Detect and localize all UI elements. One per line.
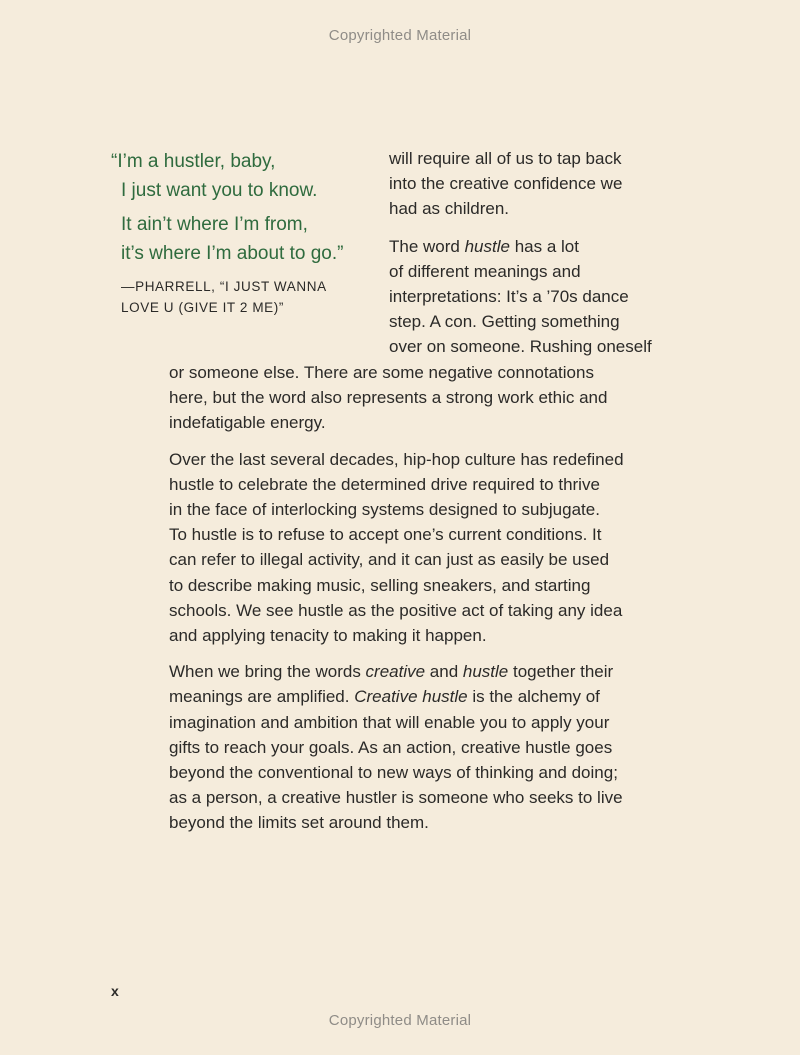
text-line xyxy=(169,659,624,684)
text-line: beyond the limits set around them. xyxy=(169,813,429,833)
text-line: interpretations: It’s a ’70s dance xyxy=(389,287,629,307)
copyright-footer: Copyrighted Material xyxy=(328,1012,472,1029)
text-line: can refer to illegal activity, and it can just as easily be used xyxy=(169,550,610,570)
main-body-text xyxy=(169,360,624,836)
text-line: into the creative confidence we xyxy=(389,174,623,194)
text-run: meanings are amplified. xyxy=(169,687,355,707)
text-line: of different meanings and xyxy=(389,261,581,281)
text-line: in the face of interlocking systems designed to subjugate. xyxy=(169,500,600,520)
text-line: schools. We see hustle as the positive act of taking any idea xyxy=(169,600,623,620)
text-run: The word xyxy=(389,236,465,256)
epigraph-attribution xyxy=(121,276,361,318)
text-line: as a person, a creative hustler is someone who seeks to live xyxy=(169,788,623,808)
attribution-line: —PHARRELL, “I JUST WANNA xyxy=(121,279,327,294)
attribution-line: LOVE U (GIVE IT 2 ME)” xyxy=(121,300,284,315)
text-run: and xyxy=(425,662,463,682)
paragraph xyxy=(389,146,652,222)
text-run: has a lot xyxy=(509,236,579,256)
page-number: x xyxy=(111,983,119,999)
text-line: over on someone. Rushing oneself xyxy=(389,337,652,357)
text-run: together their xyxy=(508,662,614,682)
paragraph xyxy=(169,360,624,436)
text-line: Over the last several decades, hip-hop culture has redefined xyxy=(169,449,624,469)
epigraph-line: it’s where I’m about to go.” xyxy=(121,243,344,264)
emphasis-hustle: hustle xyxy=(462,662,509,682)
right-column-text xyxy=(389,146,652,360)
text-line xyxy=(169,684,624,709)
copyright-header: Copyrighted Material xyxy=(328,27,472,44)
epigraph-line: It ain’t where I’m from, xyxy=(121,214,308,235)
text-line: To hustle is to refuse to accept one’s current conditions. It xyxy=(169,525,602,545)
epigraph-line: “I’m a hustler, baby, xyxy=(111,151,276,172)
text-run: is the alchemy of xyxy=(467,687,600,707)
text-line: or someone else. There are some negative connotations xyxy=(169,363,594,382)
emphasis-creative: creative xyxy=(365,662,426,682)
text-line: to describe making music, selling sneakers, and starting xyxy=(169,575,591,595)
paragraph xyxy=(169,659,624,835)
text-line: had as children. xyxy=(389,199,510,219)
text-line: hustle to celebrate the determined drive required to thrive xyxy=(169,474,600,494)
text-line: here, but the word also represents a strong work ethic and xyxy=(169,388,608,408)
text-line: gifts to reach your goals. As an action, creative hustle goes xyxy=(169,737,613,757)
paragraph xyxy=(169,447,624,649)
epigraph-quote xyxy=(111,147,381,268)
epigraph-line: I just want you to know. xyxy=(121,180,318,201)
text-line: imagination and ambition that will enable you to apply your xyxy=(169,712,610,732)
text-line xyxy=(389,234,652,259)
text-run: When we bring the words xyxy=(169,662,366,682)
paragraph xyxy=(389,234,652,360)
emphasis-hustle: hustle xyxy=(464,236,510,256)
text-line: indefatigable energy. xyxy=(169,413,326,433)
text-line: and applying tenacity to making it happen. xyxy=(169,626,487,646)
text-line: step. A con. Getting something xyxy=(389,312,620,332)
text-line: will require all of us to tap back xyxy=(389,149,622,168)
text-line: beyond the conventional to new ways of thinking and doing; xyxy=(169,763,618,783)
emphasis-creative-hustle: Creative hustle xyxy=(354,687,468,707)
